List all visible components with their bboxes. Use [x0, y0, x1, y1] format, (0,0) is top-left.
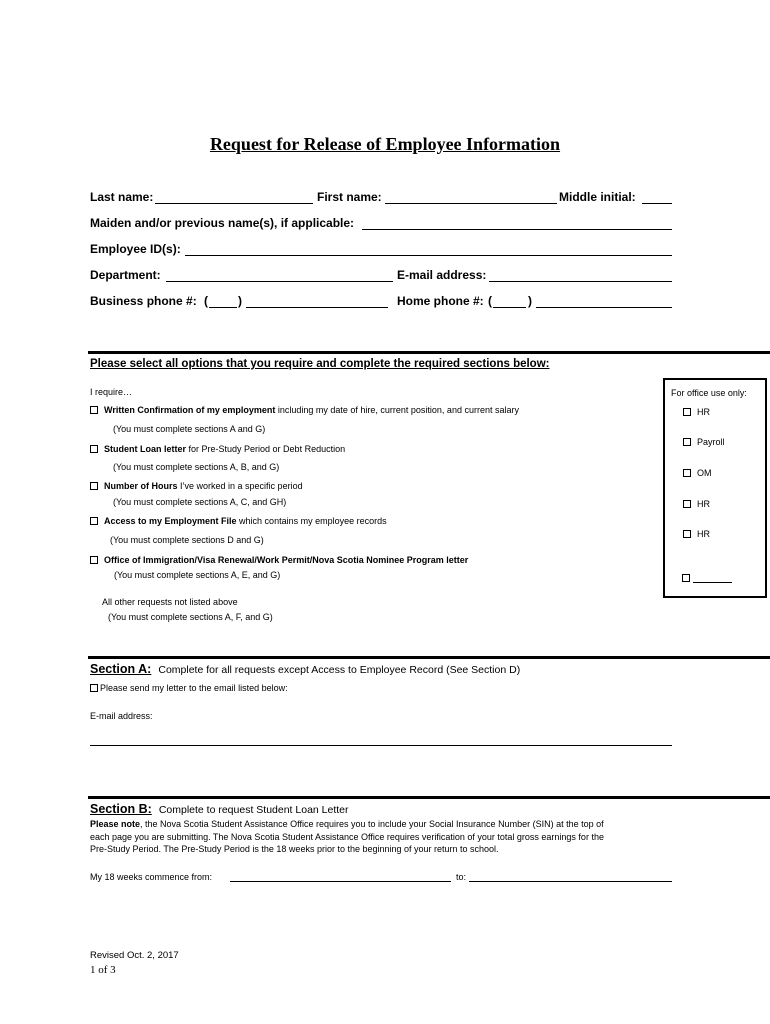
department-label: Department:: [90, 268, 161, 282]
options-heading: Please select all options that you require and complete the required sections below:: [90, 358, 550, 370]
maiden-name-label: Maiden and/or previous name(s), if applicable:: [90, 216, 355, 230]
checkbox-written-confirmation[interactable]: [90, 406, 98, 414]
please-note-label: Please note: [90, 819, 141, 829]
option-bold-text: Student Loan letter: [104, 444, 187, 454]
weeks-to-field[interactable]: [469, 881, 672, 882]
office-checkbox-payroll[interactable]: [683, 438, 691, 446]
business-phone-field[interactable]: [246, 307, 388, 308]
phone-row: [0, 293, 770, 311]
section-b-paragraph-line: each page you are submitting. The Nova Scotia Student Assistance Office requires verification of your total gross earnings for the: [90, 832, 604, 842]
option-text: including my date of hire, current position, and current salary: [275, 405, 519, 415]
business-phone-label: Business phone #:: [90, 294, 197, 308]
office-item-label: Payroll: [697, 437, 725, 447]
department-row: [0, 267, 770, 285]
section-b-label: Section B:: [90, 802, 152, 816]
section-b-description: Complete to request Student Loan Letter: [158, 804, 349, 816]
maiden-name-field[interactable]: [362, 229, 672, 230]
section-a-heading: [90, 661, 520, 678]
employee-id-field[interactable]: [185, 255, 672, 256]
section-divider: [88, 351, 770, 354]
option-note: (You must complete sections A and G): [113, 424, 266, 434]
checkbox-immigration-letter[interactable]: [90, 556, 98, 564]
option-immigration-letter: [104, 554, 468, 566]
weeks-commence-label: My 18 weeks commence from:: [90, 872, 213, 882]
last-name-field[interactable]: [155, 203, 313, 204]
office-use-box: [663, 378, 767, 598]
area-code-close-paren: ): [238, 294, 242, 308]
office-checkbox-hr[interactable]: [683, 500, 691, 508]
employee-id-label: Employee ID(s):: [90, 242, 181, 256]
checkbox-number-of-hours[interactable]: [90, 482, 98, 490]
middle-initial-label: Middle initial:: [559, 190, 636, 204]
option-bold-text: Access to my Employment File: [104, 516, 237, 526]
option-employment-file: [104, 515, 387, 527]
area-code-close-paren: ): [528, 294, 532, 308]
office-item-label: HR: [697, 529, 710, 539]
section-divider: [88, 656, 770, 659]
option-note: (You must complete sections A, B, and G): [113, 462, 280, 472]
option-note: (You must complete sections A, C, and GH): [113, 497, 287, 507]
section-b-paragraph-line: [90, 818, 604, 830]
option-student-loan-letter: [104, 443, 345, 455]
last-name-label: Last name:: [90, 190, 154, 204]
department-field[interactable]: [166, 281, 393, 282]
office-checkbox-om[interactable]: [683, 469, 691, 477]
option-note: (You must complete sections A, E, and G): [114, 570, 281, 580]
section-a-description: Complete for all requests except Access to Employee Record (See Section D): [158, 664, 521, 676]
option-number-of-hours: [104, 480, 303, 492]
office-item-label: OM: [697, 468, 712, 478]
weeks-to-label: to:: [456, 872, 467, 882]
option-text: I’ve worked in a specific period: [177, 481, 303, 491]
section-a-label: Section A:: [90, 662, 152, 676]
home-area-code-field[interactable]: [493, 307, 526, 308]
document-title: Request for Release of Employee Information: [209, 134, 561, 154]
section-a-email-field[interactable]: [90, 745, 672, 746]
area-code-open-paren: (: [488, 294, 492, 308]
section-b-paragraph-line: Pre-Study Period. The Pre-Study Period is the 18 weeks prior to the beginning of your return to school.: [90, 844, 499, 854]
office-checkbox-hr[interactable]: [683, 408, 691, 416]
options-intro: I require…: [90, 387, 133, 397]
home-phone-label: Home phone #:: [397, 294, 484, 308]
option-note: (You must complete sections D and G): [110, 535, 264, 545]
checkbox-send-email[interactable]: [90, 684, 98, 692]
checkbox-student-loan-letter[interactable]: [90, 445, 98, 453]
employee-id-row: [0, 241, 770, 259]
email-field[interactable]: [489, 281, 672, 282]
weeks-from-field[interactable]: [230, 881, 451, 882]
name-row: [0, 189, 770, 207]
maiden-name-row: [0, 215, 770, 233]
office-checkbox-hr[interactable]: [683, 530, 691, 538]
option-bold-text: Office of Immigration/Visa Renewal/Work Permit/Nova Scotia Nominee Program letter: [104, 555, 469, 565]
office-other-field[interactable]: [693, 582, 732, 583]
option-bold-text: Number of Hours: [104, 481, 178, 491]
section-a-email-label: E-mail address:: [90, 711, 153, 721]
email-label: E-mail address:: [397, 268, 487, 282]
section-divider: [88, 796, 770, 799]
section-b-heading: [90, 801, 349, 818]
option-other-requests: All other requests not listed above: [102, 597, 238, 607]
first-name-label: First name:: [317, 190, 382, 204]
office-use-title: For office use only:: [671, 388, 747, 398]
paragraph-text: , the Nova Scotia Student Assistance Office requires you to include your Social Insurance Number (SIN) at the top of: [140, 819, 604, 829]
option-written-confirmation: [104, 404, 519, 416]
home-phone-field[interactable]: [536, 307, 672, 308]
business-area-code-field[interactable]: [209, 307, 237, 308]
office-checkbox-other[interactable]: [682, 574, 690, 582]
option-text: for Pre-Study Period or Debt Reduction: [186, 444, 346, 454]
option-bold-text: Written Confirmation of my employment: [104, 405, 276, 415]
middle-initial-field[interactable]: [642, 203, 672, 204]
page-number: 1 of 3: [90, 964, 116, 976]
revision-date: Revised Oct. 2, 2017: [90, 950, 179, 961]
checkbox-employment-file[interactable]: [90, 517, 98, 525]
option-note: (You must complete sections A, F, and G): [108, 612, 273, 622]
option-text: which contains my employee records: [236, 516, 387, 526]
office-item-label: HR: [697, 407, 710, 417]
office-item-label: HR: [697, 499, 710, 509]
area-code-open-paren: (: [204, 294, 208, 308]
send-email-label: Please send my letter to the email listed below:: [100, 683, 288, 693]
first-name-field[interactable]: [385, 203, 557, 204]
